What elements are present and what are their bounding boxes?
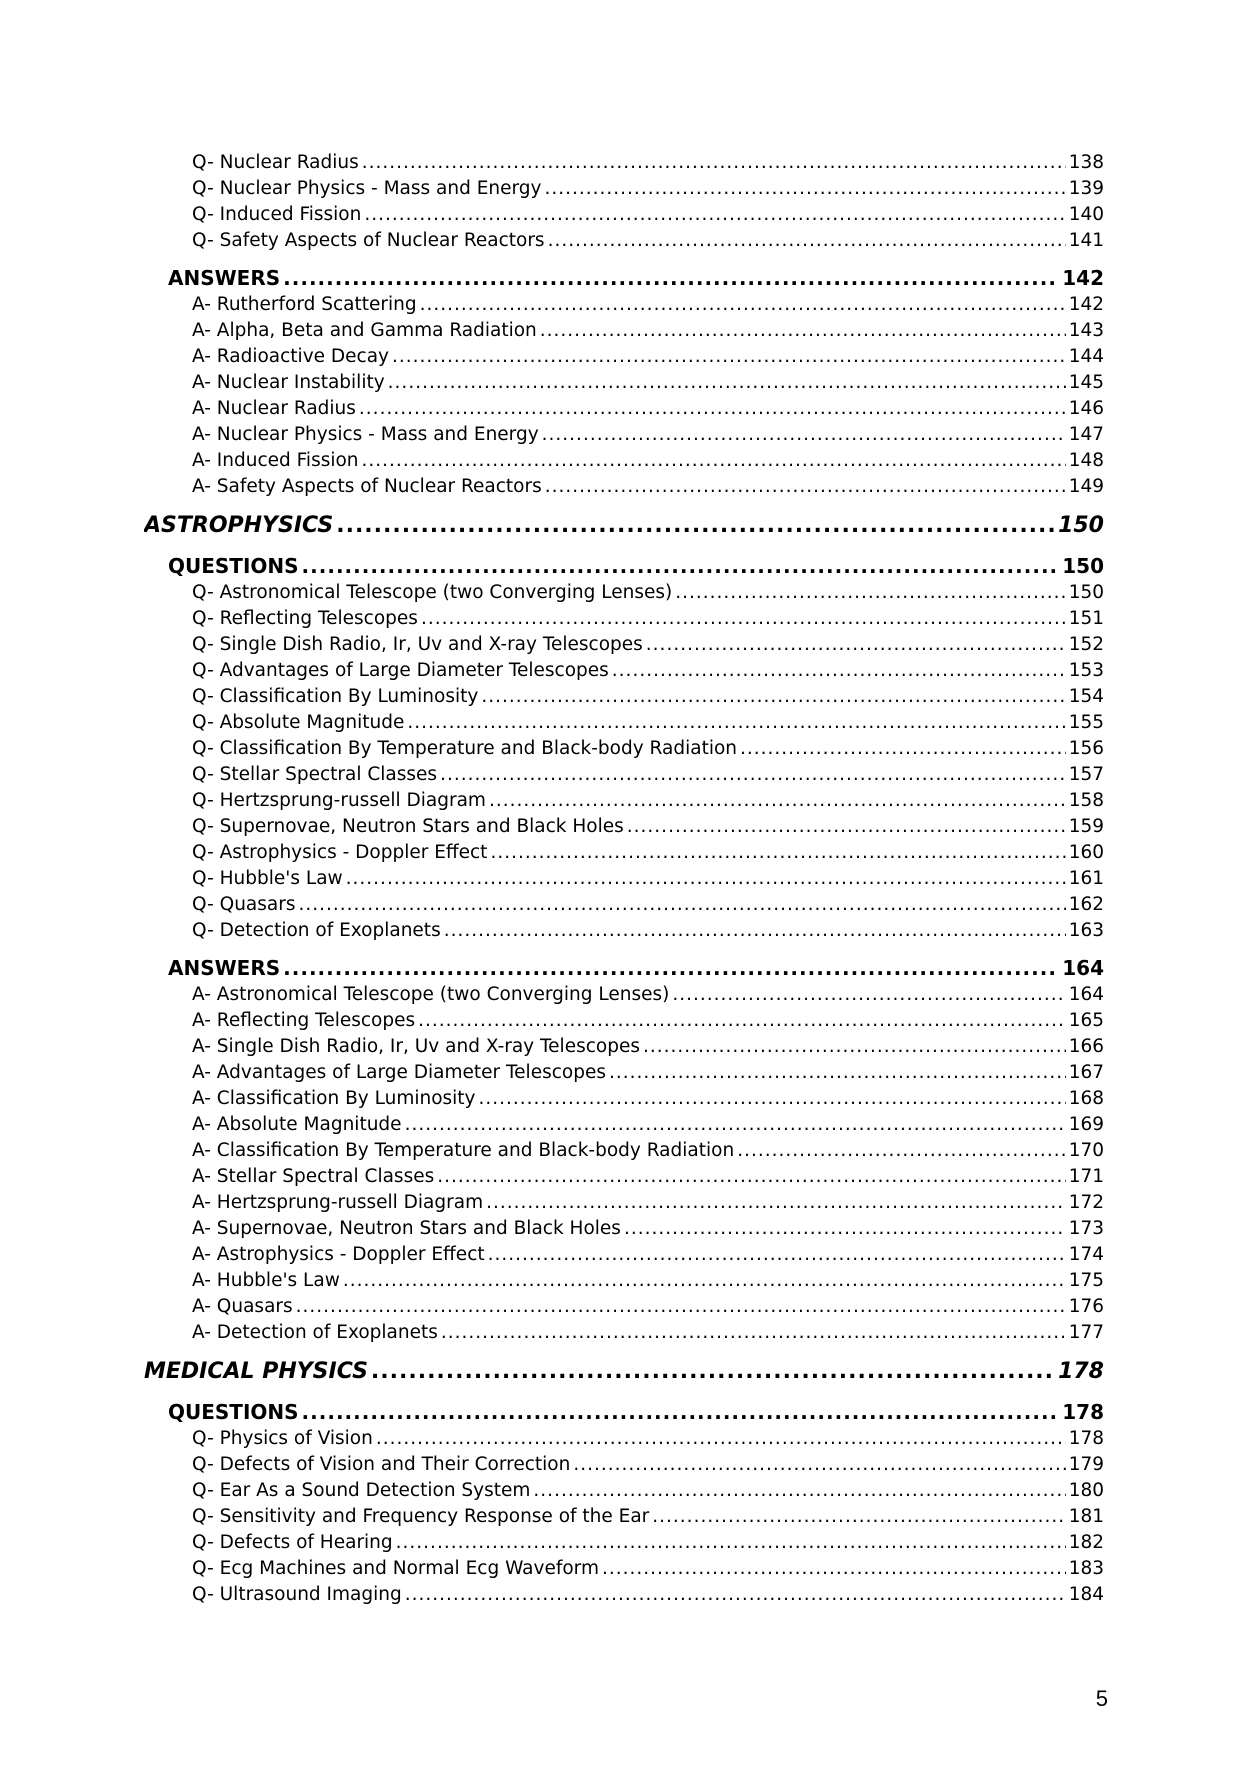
toc-entry-title: A- Reflecting Telescopes <box>192 1010 416 1031</box>
toc-entry-page: 166 <box>1068 1036 1104 1057</box>
toc-entry-page: 182 <box>1068 1532 1104 1553</box>
toc-entry-link[interactable] <box>144 396 1104 422</box>
toc-entry-page: 174 <box>1068 1244 1104 1265</box>
toc-entry-page: 164 <box>1062 956 1104 980</box>
toc-entry-page: 150 <box>1062 554 1104 578</box>
toc-entry-link[interactable] <box>144 1060 1104 1086</box>
toc-entry-title: MEDICAL PHYSICS <box>144 1359 368 1384</box>
dot-leader <box>283 954 1059 982</box>
toc-entry-title: Q- Astrophysics - Doppler Effect <box>192 842 488 863</box>
toc-entry-title: A- Alpha, Beta and Gamma Radiation <box>192 320 537 341</box>
dot-leader <box>544 176 1065 202</box>
toc-entry-page: 156 <box>1068 738 1104 759</box>
toc-entry-title: A- Nuclear Physics - Mass and Energy <box>192 424 539 445</box>
toc-entry-title: Q- Classification By Temperature and Black-body Radiation <box>192 738 738 759</box>
toc-entry-page: 142 <box>1062 266 1104 290</box>
dot-leader <box>540 318 1066 344</box>
dot-leader <box>548 228 1066 254</box>
toc-entry-link[interactable] <box>144 788 1104 814</box>
toc-entry-link[interactable] <box>144 422 1104 448</box>
toc-entry-page: 168 <box>1068 1088 1104 1109</box>
toc-entry-page: 151 <box>1068 608 1104 629</box>
dot-leader <box>652 1504 1065 1530</box>
toc-entry-link[interactable] <box>144 1426 1104 1452</box>
toc-entry-title: Q- Reflecting Telescopes <box>192 608 418 629</box>
toc-entry-title: A- Induced Fission <box>192 450 359 471</box>
toc-entry-page: 149 <box>1068 476 1104 497</box>
toc-entry-link[interactable] <box>144 1556 1104 1582</box>
toc-entry-page: 178 <box>1062 1400 1104 1424</box>
toc-entry-title: Q- Defects of Vision and Their Correction <box>192 1454 571 1475</box>
toc-entry-page: 165 <box>1068 1010 1104 1031</box>
dot-leader <box>298 892 1065 918</box>
toc-entry-page: 147 <box>1068 424 1104 445</box>
table-of-contents <box>144 150 1104 1608</box>
toc-entry-title: Q- Hertzsprung-russell Diagram <box>192 790 486 811</box>
toc-entry-link[interactable] <box>144 292 1104 318</box>
toc-entry-link[interactable] <box>144 580 1104 606</box>
toc-entry-title: A- Supernovae, Neutron Stars and Black Holes <box>192 1218 621 1239</box>
toc-entry-page: 177 <box>1068 1322 1104 1343</box>
toc-entry-page: 183 <box>1068 1558 1104 1579</box>
toc-entry-title: Q- Advantages of Large Diameter Telescopes <box>192 660 609 681</box>
toc-entry-title: QUESTIONS <box>168 554 299 578</box>
dot-leader <box>346 866 1066 892</box>
toc-entry-page: 161 <box>1068 868 1104 889</box>
toc-entry-title: Q- Ultrasound Imaging <box>192 1584 402 1605</box>
toc-entry-title: A- Detection of Exoplanets <box>192 1322 438 1343</box>
toc-section-link[interactable] <box>144 1398 1104 1426</box>
toc-entry-page: 143 <box>1068 320 1104 341</box>
toc-entry-page: 163 <box>1068 920 1104 941</box>
toc-entry-page: 181 <box>1068 1506 1104 1527</box>
toc-entry-page: 155 <box>1068 712 1104 733</box>
toc-entry-title: A- Quasars <box>192 1296 293 1317</box>
dot-leader <box>362 448 1066 474</box>
dot-leader <box>376 1426 1066 1452</box>
toc-entry-title: ASTROPHYSICS <box>144 513 334 538</box>
toc-entry-link[interactable] <box>144 448 1104 474</box>
toc-entry-page: 173 <box>1068 1218 1104 1239</box>
toc-entry-title: A- Advantages of Large Diameter Telescopes <box>192 1062 606 1083</box>
dot-leader <box>643 1034 1066 1060</box>
toc-entry-link[interactable] <box>144 982 1104 1008</box>
toc-entry-link[interactable] <box>144 762 1104 788</box>
dot-leader <box>675 580 1065 606</box>
toc-entry-link[interactable] <box>144 228 1104 254</box>
toc-entry-link[interactable] <box>144 1530 1104 1556</box>
dot-leader <box>405 1582 1066 1608</box>
dot-leader <box>359 396 1066 422</box>
dot-leader <box>612 658 1066 684</box>
toc-entry-page: 178 <box>1068 1428 1104 1449</box>
toc-chapter-link[interactable] <box>144 510 1104 542</box>
dot-leader <box>343 1268 1066 1294</box>
toc-entry-link[interactable] <box>144 658 1104 684</box>
page-number: 5 <box>1095 1686 1108 1711</box>
dot-leader <box>602 1556 1066 1582</box>
dot-leader <box>388 370 1066 396</box>
toc-entry-title: Q- Induced Fission <box>192 204 362 225</box>
toc-entry-page: 171 <box>1068 1166 1104 1187</box>
dot-leader <box>418 1008 1066 1034</box>
toc-entry-title: Q- Nuclear Physics - Mass and Energy <box>192 178 542 199</box>
toc-entry-page: 148 <box>1068 450 1104 471</box>
toc-entry-page: 159 <box>1068 816 1104 837</box>
toc-entry-link[interactable] <box>144 150 1104 176</box>
toc-entry-link[interactable] <box>144 1478 1104 1504</box>
dot-leader <box>336 510 1055 542</box>
toc-entry-title: Q- Ear As a Sound Detection System <box>192 1480 531 1501</box>
toc-entry-page: 179 <box>1068 1454 1104 1475</box>
toc-entry-link[interactable] <box>144 1138 1104 1164</box>
toc-entry-title: Q- Ecg Machines and Normal Ecg Waveform <box>192 1558 599 1579</box>
toc-entry-link[interactable] <box>144 1190 1104 1216</box>
toc-entry-page: 178 <box>1058 1359 1104 1384</box>
dot-leader <box>440 762 1066 788</box>
toc-entry-page: 142 <box>1068 294 1104 315</box>
toc-entry-link[interactable] <box>144 606 1104 632</box>
toc-entry-link[interactable] <box>144 1294 1104 1320</box>
toc-entry-title: A- Rutherford Scattering <box>192 294 417 315</box>
dot-leader <box>573 1452 1065 1478</box>
toc-entry-page: 158 <box>1068 790 1104 811</box>
toc-entry-title: Q- Astronomical Telescope (two Converging Lenses) <box>192 582 673 603</box>
toc-entry-page: 172 <box>1068 1192 1104 1213</box>
toc-entry-page: 157 <box>1068 764 1104 785</box>
toc-section-link[interactable] <box>144 954 1104 982</box>
toc-entry-title: QUESTIONS <box>168 1400 299 1424</box>
toc-entry-title: Q- Detection of Exoplanets <box>192 920 441 941</box>
toc-entry-page: 180 <box>1068 1480 1104 1501</box>
dot-leader <box>533 1478 1065 1504</box>
toc-entry-link[interactable] <box>144 1452 1104 1478</box>
dot-leader <box>672 982 1065 1008</box>
dot-leader <box>479 1086 1066 1112</box>
toc-entry-page: 138 <box>1068 152 1104 173</box>
toc-entry-link[interactable] <box>144 918 1104 944</box>
toc-entry-page: 144 <box>1068 346 1104 367</box>
toc-entry-link[interactable] <box>144 736 1104 762</box>
toc-entry-link[interactable] <box>144 814 1104 840</box>
toc-entry-link[interactable] <box>144 1112 1104 1138</box>
toc-entry-title: A- Classification By Temperature and Black-body Radiation <box>192 1140 735 1161</box>
toc-entry-page: 139 <box>1068 178 1104 199</box>
toc-entry-link[interactable] <box>144 840 1104 866</box>
dot-leader <box>488 1242 1066 1268</box>
dot-leader <box>545 474 1066 500</box>
toc-entry-page: 176 <box>1068 1296 1104 1317</box>
toc-entry-title: A- Hubble's Law <box>192 1270 340 1291</box>
dot-leader <box>396 1530 1066 1556</box>
toc-entry-title: Q- Quasars <box>192 894 296 915</box>
dot-leader <box>737 1138 1066 1164</box>
toc-entry-link[interactable] <box>144 1320 1104 1346</box>
toc-entry-title: Q- Supernovae, Neutron Stars and Black Holes <box>192 816 624 837</box>
toc-entry-link[interactable] <box>144 318 1104 344</box>
dot-leader <box>486 1190 1066 1216</box>
toc-entry-title: A- Astrophysics - Doppler Effect <box>192 1244 485 1265</box>
toc-entry-page: 145 <box>1068 372 1104 393</box>
toc-entry-page: 175 <box>1068 1270 1104 1291</box>
dot-leader <box>489 788 1066 814</box>
toc-entry-title: A- Nuclear Instability <box>192 372 385 393</box>
toc-entry-page: 150 <box>1058 513 1104 538</box>
toc-entry-page: 169 <box>1068 1114 1104 1135</box>
toc-entry-page: 154 <box>1068 686 1104 707</box>
dot-leader <box>542 422 1066 448</box>
dot-leader <box>624 1216 1066 1242</box>
toc-entry-title: A- Safety Aspects of Nuclear Reactors <box>192 476 542 497</box>
toc-entry-title: A- Astronomical Telescope (two Converging Lenses) <box>192 984 670 1005</box>
toc-entry-page: 153 <box>1068 660 1104 681</box>
toc-entry-link[interactable] <box>144 892 1104 918</box>
toc-entry-page: 160 <box>1068 842 1104 863</box>
toc-entry-page: 152 <box>1068 634 1104 655</box>
toc-entry-link[interactable] <box>144 176 1104 202</box>
dot-leader <box>609 1060 1066 1086</box>
toc-entry-link[interactable] <box>144 710 1104 736</box>
toc-entry-title: ANSWERS <box>168 956 281 980</box>
dot-leader <box>490 840 1065 866</box>
toc-entry-page: 164 <box>1068 984 1104 1005</box>
toc-entry-page: 150 <box>1068 582 1104 603</box>
dot-leader <box>441 1320 1066 1346</box>
toc-entry-title: A- Single Dish Radio, Ir, Uv and X-ray Telescopes <box>192 1036 640 1057</box>
dot-leader <box>405 1112 1066 1138</box>
toc-entry-title: A- Radioactive Decay <box>192 346 389 367</box>
toc-entry-link[interactable] <box>144 632 1104 658</box>
toc-entry-page: 167 <box>1068 1062 1104 1083</box>
toc-entry-title: Q- Nuclear Radius <box>192 152 359 173</box>
toc-entry-link[interactable] <box>144 1582 1104 1608</box>
toc-entry-title: Q- Single Dish Radio, Ir, Uv and X-ray Telescopes <box>192 634 643 655</box>
toc-entry-link[interactable] <box>144 684 1104 710</box>
toc-entry-title: Q- Defects of Hearing <box>192 1532 393 1553</box>
dot-leader <box>392 344 1066 370</box>
dot-leader <box>364 202 1065 228</box>
dot-leader <box>740 736 1066 762</box>
toc-entry-link[interactable] <box>144 1086 1104 1112</box>
toc-entry-title: A- Stellar Spectral Classes <box>192 1166 435 1187</box>
toc-entry-link[interactable] <box>144 1268 1104 1294</box>
toc-entry-title: Q- Absolute Magnitude <box>192 712 405 733</box>
toc-section-link[interactable] <box>144 264 1104 292</box>
toc-chapter-link[interactable] <box>144 1356 1104 1388</box>
dot-leader <box>627 814 1066 840</box>
toc-entry-page: 184 <box>1068 1584 1104 1605</box>
toc-entry-link[interactable] <box>144 1034 1104 1060</box>
dot-leader <box>420 292 1066 318</box>
dot-leader <box>437 1164 1065 1190</box>
toc-entry-page: 170 <box>1068 1140 1104 1161</box>
dot-leader <box>362 150 1066 176</box>
dot-leader <box>283 264 1059 292</box>
dot-leader <box>302 1398 1060 1426</box>
toc-entry-link[interactable] <box>144 1216 1104 1242</box>
toc-entry-link[interactable] <box>144 370 1104 396</box>
dot-leader <box>371 1356 1055 1388</box>
toc-entry-link[interactable] <box>144 344 1104 370</box>
toc-entry-title: Q- Safety Aspects of Nuclear Reactors <box>192 230 545 251</box>
toc-entry-title: Q- Sensitivity and Frequency Response of the Ear <box>192 1506 650 1527</box>
toc-entry-link[interactable] <box>144 1164 1104 1190</box>
toc-entry-title: A- Classification By Luminosity <box>192 1088 476 1109</box>
toc-entry-link[interactable] <box>144 1504 1104 1530</box>
toc-entry-link[interactable] <box>144 1242 1104 1268</box>
toc-entry-title: Q- Classification By Luminosity <box>192 686 479 707</box>
toc-entry-title: A- Absolute Magnitude <box>192 1114 402 1135</box>
dot-leader <box>444 918 1066 944</box>
toc-section-link[interactable] <box>144 552 1104 580</box>
toc-entry-title: A- Nuclear Radius <box>192 398 356 419</box>
toc-entry-title: Q- Physics of Vision <box>192 1428 373 1449</box>
toc-entry-title: A- Hertzsprung-russell Diagram <box>192 1192 484 1213</box>
toc-entry-link[interactable] <box>144 202 1104 228</box>
toc-entry-link[interactable] <box>144 866 1104 892</box>
dot-leader <box>481 684 1065 710</box>
dot-leader <box>407 710 1065 736</box>
dot-leader <box>302 552 1060 580</box>
toc-entry-link[interactable] <box>144 474 1104 500</box>
dot-leader <box>646 632 1066 658</box>
toc-entry-page: 140 <box>1068 204 1104 225</box>
toc-entry-title: ANSWERS <box>168 266 281 290</box>
toc-entry-link[interactable] <box>144 1008 1104 1034</box>
toc-entry-page: 146 <box>1068 398 1104 419</box>
toc-entry-page: 162 <box>1068 894 1104 915</box>
toc-entry-page: 141 <box>1068 230 1104 251</box>
toc-entry-title: Q- Hubble's Law <box>192 868 343 889</box>
dot-leader <box>421 606 1066 632</box>
dot-leader <box>296 1294 1066 1320</box>
toc-entry-title: Q- Stellar Spectral Classes <box>192 764 438 785</box>
